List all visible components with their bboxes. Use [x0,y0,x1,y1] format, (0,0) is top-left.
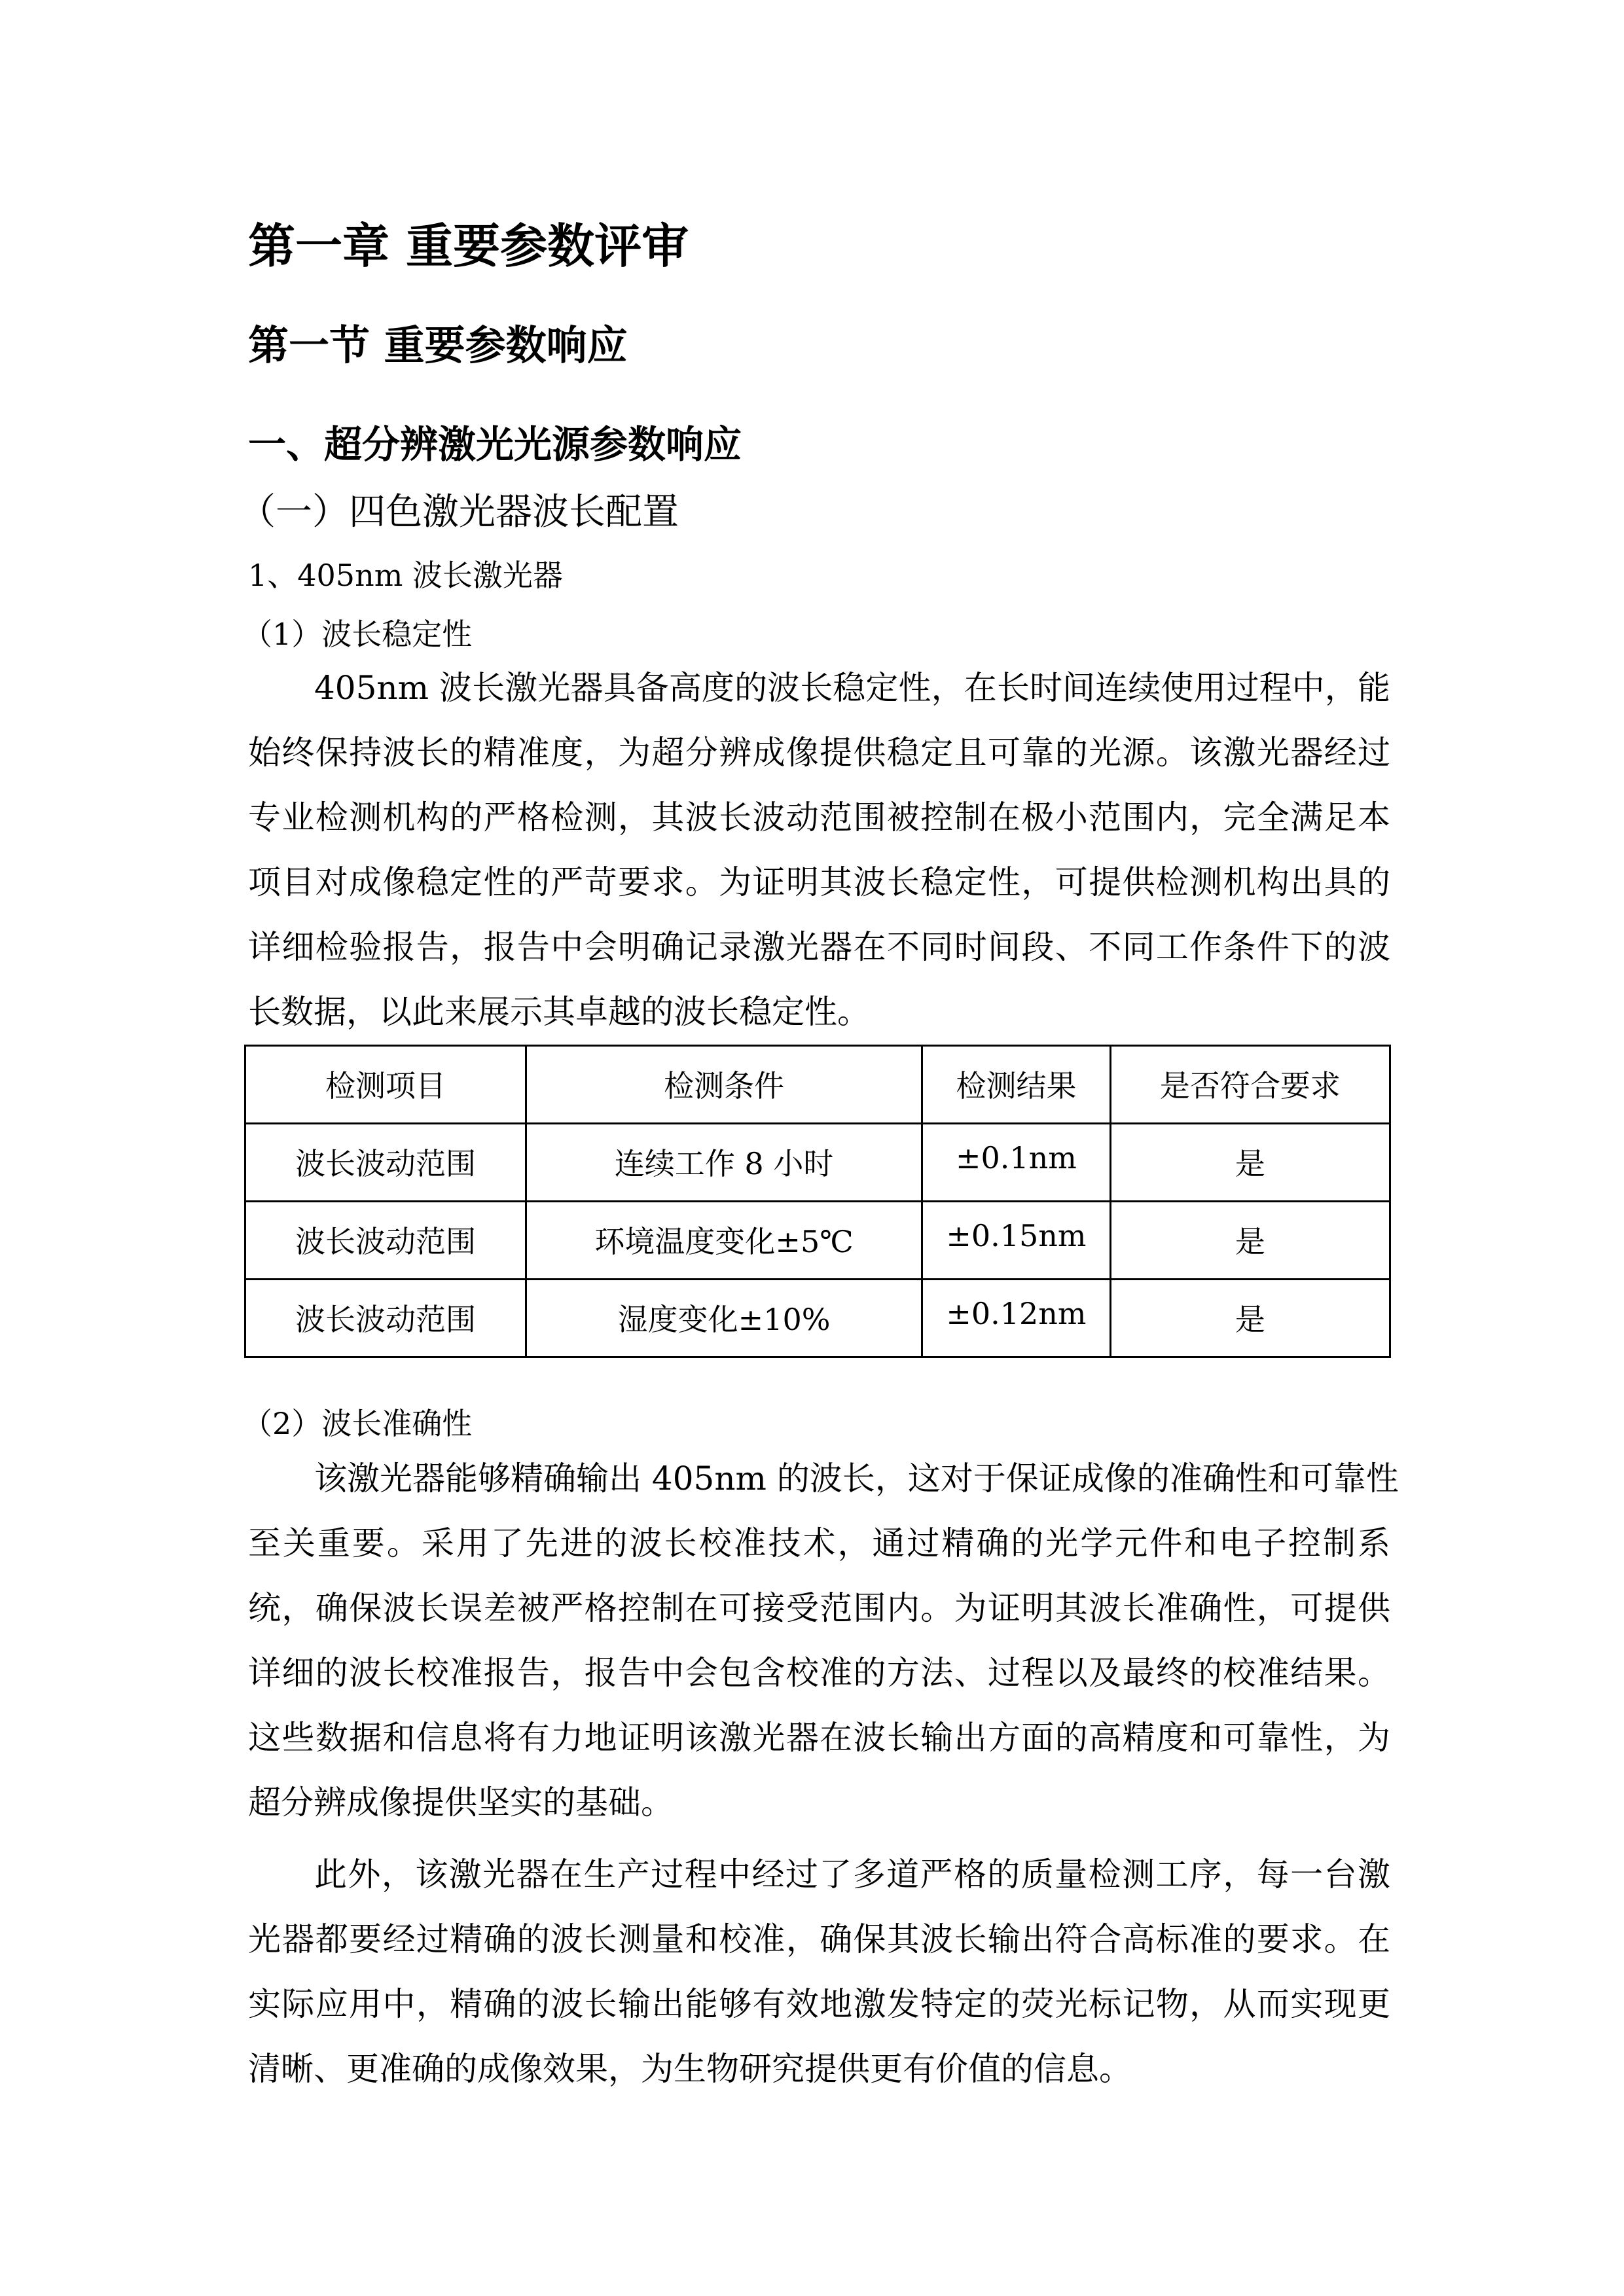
paragraph-line: 此外，该激光器在生产过程中经过了多道严格的质量检测工序，每一台激 [314,1856,1390,1893]
point-heading-stability: （1）波长稳定性 [242,617,473,652]
table-header-cell: 检测项目 [245,1046,526,1124]
subsection-heading: 一、超分辨激光光源参数响应 [248,422,742,467]
table-row [245,1280,1390,1357]
table-cell: 是 [1110,1202,1390,1280]
paragraph-line: 始终保持波长的精准度，为超分辨成像提供稳定且可靠的光源。该激光器经过 [248,734,1390,772]
table-cell: 波长波动范围 [245,1202,526,1280]
paragraph-line: 超分辨成像提供坚实的基础。 [248,1784,674,1821]
point-heading-accuracy: （2）波长准确性 [242,1406,473,1441]
table-cell: ±0.1nm [922,1124,1111,1202]
table-header-cell: 检测结果 [922,1046,1111,1124]
subitem-heading: 1、405nm 波长激光器 [248,558,563,593]
table-row [245,1202,1390,1280]
table-cell: 连续工作 8 小时 [526,1124,922,1202]
paragraph-stability [248,656,1390,1045]
table-cell: 是 [1110,1280,1390,1357]
table-header-row [245,1046,1390,1124]
table-cell: ±0.15nm [922,1202,1111,1280]
paragraph-accuracy [248,1446,1399,1835]
table-row [245,1124,1390,1202]
table-cell: 环境温度变化±5℃ [526,1202,922,1280]
paragraph-line: 统，确保波长误差被严格控制在可接受范围内。为证明其波长准确性，可提供 [248,1589,1390,1627]
item-heading: （一）四色激光器波长配置 [239,491,679,533]
paragraph-line: 详细检验报告，报告中会明确记录激光器在不同时间段、不同工作条件下的波 [248,928,1390,966]
table-cell: 波长波动范围 [245,1124,526,1202]
chapter-heading: 第一章 重要参数评审 [248,218,689,274]
paragraph-line: 长数据，以此来展示其卓越的波长稳定性。 [248,993,870,1031]
paragraph-line: 光器都要经过精确的波长测量和校准，确保其波长输出符合高标准的要求。在 [248,1920,1390,1958]
table-header-cell: 检测条件 [526,1046,922,1124]
table-header-cell: 是否符合要求 [1110,1046,1390,1124]
table-cell: ±0.12nm [922,1280,1111,1357]
table-cell: 湿度变化±10% [526,1280,922,1357]
paragraph-line: 这些数据和信息将有力地证明该激光器在波长输出方面的高精度和可靠性，为 [248,1719,1390,1757]
paragraph-line: 项目对成像稳定性的严苛要求。为证明其波长稳定性，可提供检测机构出具的 [248,863,1390,901]
paragraph-quality [248,1842,1390,2102]
paragraph-line: 该激光器能够精确输出 405nm 的波长，这对于保证成像的准确性和可靠性 [314,1460,1399,1498]
stability-test-table [244,1045,1391,1358]
paragraph-line: 405nm 波长激光器具备高度的波长稳定性，在长时间连续使用过程中，能 [314,669,1390,707]
paragraph-line: 至关重要。采用了先进的波长校准技术，通过精确的光学元件和电子控制系 [248,1524,1390,1562]
paragraph-line: 详细的波长校准报告，报告中会包含校准的方法、过程以及最终的校准结果。 [248,1654,1390,1692]
paragraph-line: 实际应用中，精确的波长输出能够有效地激发特定的荧光标记物，从而实现更 [248,1985,1390,2023]
paragraph-line: 专业检测机构的严格检测，其波长波动范围被控制在极小范围内，完全满足本 [248,798,1390,836]
table-cell: 波长波动范围 [245,1280,526,1357]
paragraph-line: 清晰、更准确的成像效果，为生物研究提供更有价值的信息。 [248,2050,1132,2088]
table-cell: 是 [1110,1124,1390,1202]
section-heading: 第一节 重要参数响应 [248,321,628,369]
